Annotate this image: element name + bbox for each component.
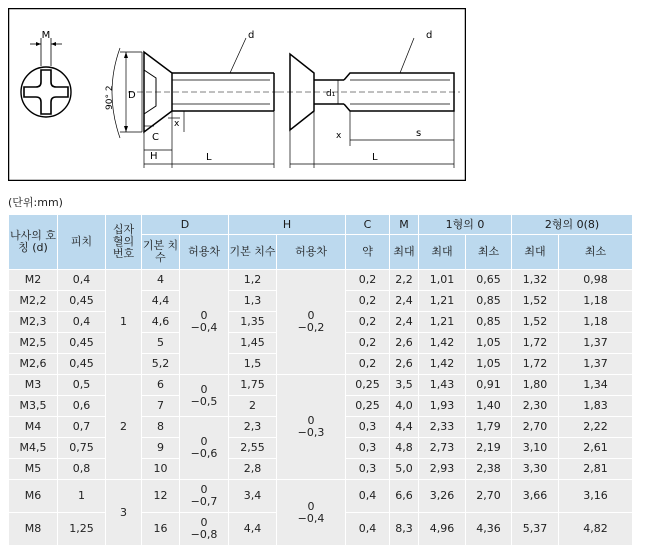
cell-h-basic: 4,4 [229,513,277,546]
header-cross-recess-no: 십자 혈의 번호 [106,215,142,270]
cell-d-tolerance [180,513,229,546]
cell-c: 0,3 [346,459,390,480]
cell-type2-min: 4,82 [559,513,633,546]
cell-name: M6 [9,480,58,513]
cell-name: M3 [9,375,58,396]
cell-c: 0,3 [346,417,390,438]
cell-m: 6,6 [390,480,419,513]
cell-type2-min: 0,98 [559,270,633,291]
cell-type1-max: 1,42 [419,354,466,375]
cell-name: M4 [9,417,58,438]
subheader-h-tolerance: 허용차 [277,235,346,270]
cell-c: 0,3 [346,438,390,459]
cell-name: M2,2 [9,291,58,312]
cell-m: 2,6 [390,333,419,354]
screw-dimension-table [8,214,633,546]
cell-h-basic: 3,4 [229,480,277,513]
cell-pitch: 0,75 [58,438,106,459]
header-type2: 2형의 0(8) [512,215,633,235]
cell-h-tolerance [277,480,346,546]
cell-h-basic: 1,75 [229,375,277,396]
tol-lower: −0,2 [297,321,325,334]
cell-m: 2,4 [390,291,419,312]
cell-pitch: 0,8 [58,459,106,480]
cell-d-basic: 5 [142,333,180,354]
cell-h-basic: 2,3 [229,417,277,438]
cell-c: 0,2 [346,354,390,375]
cell-type2-min: 1,18 [559,291,633,312]
cell-type2-min: 1,83 [559,396,633,417]
cell-type2-min: 1,37 [559,333,633,354]
cell-type1-max: 2,33 [419,417,466,438]
header-H: H [229,215,346,235]
cell-type1-max: 1,01 [419,270,466,291]
cell-m: 4,0 [390,396,419,417]
cell-c: 0,25 [346,396,390,417]
cell-type1-max: 1,21 [419,291,466,312]
cell-type1-min: 0,65 [466,270,512,291]
cell-m: 4,8 [390,438,419,459]
label-angle: 90° 2 [105,85,115,110]
label-D: D [128,90,136,101]
cell-pitch: 1 [58,480,106,513]
cell-m: 2,6 [390,354,419,375]
tol-upper: 0 [307,309,315,322]
cell-type1-max: 1,21 [419,312,466,333]
cell-type2-min: 1,37 [559,354,633,375]
cell-d-basic: 12 [142,480,180,513]
cell-d-tolerance [180,417,229,480]
cell-c: 0,2 [346,333,390,354]
cell-c: 0,4 [346,480,390,513]
cell-pitch: 0,45 [58,354,106,375]
cell-type1-min: 2,70 [466,480,512,513]
cell-pitch: 0,45 [58,333,106,354]
cell-type2-min: 2,22 [559,417,633,438]
cell-d-basic: 4,4 [142,291,180,312]
cell-d-basic: 5,2 [142,354,180,375]
cell-type2-min: 1,34 [559,375,633,396]
subheader-d-basic: 기본 치수 [142,235,180,270]
tol-lower: −0,5 [190,394,218,408]
subheader-type2-min: 최소 [559,235,633,270]
label-L-left: L [206,152,212,163]
subheader-d-tolerance: 허용차 [180,235,229,270]
header-type1: 1형의 0 [419,215,512,235]
tol-upper: 0 [307,499,315,513]
cell-m: 3,5 [390,375,419,396]
cell-type1-max: 1,43 [419,375,466,396]
header-C: C [346,215,390,235]
cell-type2-max: 3,30 [512,459,559,480]
subheader-m: 최대 [390,235,419,270]
label-L-right: L [372,152,378,163]
cell-type1-max: 1,42 [419,333,466,354]
label-C: C [152,132,159,143]
cell-d-basic: 6 [142,375,180,396]
cell-d-basic: 8 [142,417,180,438]
tol-upper: 0 [200,483,208,496]
tol-lower: −0,3 [297,426,325,439]
cell-name: M2 [9,270,58,291]
screw-technical-drawing [8,8,466,181]
cell-d-basic: 4,6 [142,312,180,333]
cell-h-basic: 1,5 [229,354,277,375]
cell-type2-min: 2,61 [559,438,633,459]
cell-m: 2,4 [390,312,419,333]
cell-cross-group: 1 [106,270,142,375]
cell-type2-max: 1,72 [512,354,559,375]
cell-type1-min: 2,38 [466,459,512,480]
unit-label: (단위:mm) [8,196,63,209]
header-pitch: 피치 [58,215,106,270]
tol-upper: 0 [200,435,208,448]
cell-h-basic: 1,3 [229,291,277,312]
cell-c: 0,25 [346,375,390,396]
cell-c: 0,2 [346,270,390,291]
cell-name: M8 [9,513,58,546]
cell-type1-min: 2,19 [466,438,512,459]
cell-type2-max: 1,72 [512,333,559,354]
cell-type1-max: 4,96 [419,513,466,546]
header-M: M [390,215,419,235]
tol-upper: 0 [200,309,208,322]
cell-type1-min: 0,91 [466,375,512,396]
cell-type2-max: 1,52 [512,312,559,333]
cell-type1-min: 4,36 [466,513,512,546]
cell-h-tolerance [277,270,346,375]
cell-pitch: 0,4 [58,312,106,333]
cell-pitch: 0,7 [58,417,106,438]
cell-type1-min: 0,85 [466,312,512,333]
cell-name: M2,6 [9,354,58,375]
cell-type1-min: 1,05 [466,333,512,354]
cell-type2-min: 3,16 [559,480,633,513]
cell-type1-min: 0,85 [466,291,512,312]
tol-lower: −0,7 [190,495,218,508]
cell-h-basic: 1,45 [229,333,277,354]
table-row [9,270,633,291]
cell-h-basic: 2,8 [229,459,277,480]
tol-upper: 0 [200,382,208,396]
cell-m: 2,2 [390,270,419,291]
label-x-left: x [174,119,180,129]
cell-type2-max: 1,80 [512,375,559,396]
cell-d-basic: 4 [142,270,180,291]
label-d-right: d [426,30,433,41]
label-m: M [41,30,51,41]
tol-lower: −0,8 [190,528,218,541]
cell-pitch: 0,6 [58,396,106,417]
cell-h-basic: 2 [229,396,277,417]
cell-type2-min: 1,18 [559,312,633,333]
tol-lower: −0,6 [190,447,218,460]
table-row [9,480,633,513]
tol-lower: −0,4 [297,511,325,525]
header-D: D [142,215,229,235]
cell-cross-group: 3 [106,480,142,546]
cell-type1-min: 1,40 [466,396,512,417]
header-name: 나사의 호칭 (d) [9,215,58,270]
cell-h-basic: 1,35 [229,312,277,333]
cell-h-tolerance [277,375,346,480]
cell-m: 4,4 [390,417,419,438]
cell-m: 5,0 [390,459,419,480]
cell-type1-max: 1,93 [419,396,466,417]
cell-d-basic: 16 [142,513,180,546]
cell-name: M4,5 [9,438,58,459]
cell-m: 8,3 [390,513,419,546]
cell-type2-max: 5,37 [512,513,559,546]
cell-pitch: 0,5 [58,375,106,396]
cell-name: M2,3 [9,312,58,333]
cell-d-tolerance [180,375,229,417]
subheader-c: 약 [346,235,390,270]
cell-d-basic: 7 [142,396,180,417]
cell-cross-group: 2 [106,375,142,480]
cell-type2-max: 2,70 [512,417,559,438]
label-d-left: d [248,30,255,41]
cell-c: 0,2 [346,291,390,312]
label-d1: d₁ [326,89,336,99]
table-row [9,375,633,396]
label-s: s [416,128,422,139]
tol-upper: 0 [307,414,315,427]
cell-h-basic: 2,55 [229,438,277,459]
label-H: H [150,151,158,162]
cell-pitch: 0,45 [58,291,106,312]
cell-name: M3,5 [9,396,58,417]
cell-h-basic: 1,2 [229,270,277,291]
subheader-type1-min: 최소 [466,235,512,270]
cell-d-tolerance [180,270,229,375]
label-x-right: x [336,131,342,141]
tol-upper: 0 [200,516,208,529]
cell-d-basic: 10 [142,459,180,480]
cell-type2-max: 3,10 [512,438,559,459]
subheader-type2-max: 최대 [512,235,559,270]
cell-type1-max: 2,73 [419,438,466,459]
cell-type1-max: 2,93 [419,459,466,480]
cell-pitch: 0,4 [58,270,106,291]
cell-c: 0,2 [346,312,390,333]
cell-d-basic: 9 [142,438,180,459]
cell-type2-max: 1,52 [512,291,559,312]
subheader-type1-max: 최대 [419,235,466,270]
cell-type2-max: 3,66 [512,480,559,513]
cell-name: M5 [9,459,58,480]
cell-type2-max: 1,32 [512,270,559,291]
cell-type1-min: 1,05 [466,354,512,375]
cell-pitch: 1,25 [58,513,106,546]
tol-lower: −0,4 [190,321,218,334]
cell-type2-max: 2,30 [512,396,559,417]
subheader-h-basic: 기본 치수 [229,235,277,270]
cell-name: M2,5 [9,333,58,354]
cell-type1-max: 3,26 [419,480,466,513]
cell-type2-min: 2,81 [559,459,633,480]
cell-type1-min: 1,79 [466,417,512,438]
cell-d-tolerance [180,480,229,513]
cell-c: 0,4 [346,513,390,546]
